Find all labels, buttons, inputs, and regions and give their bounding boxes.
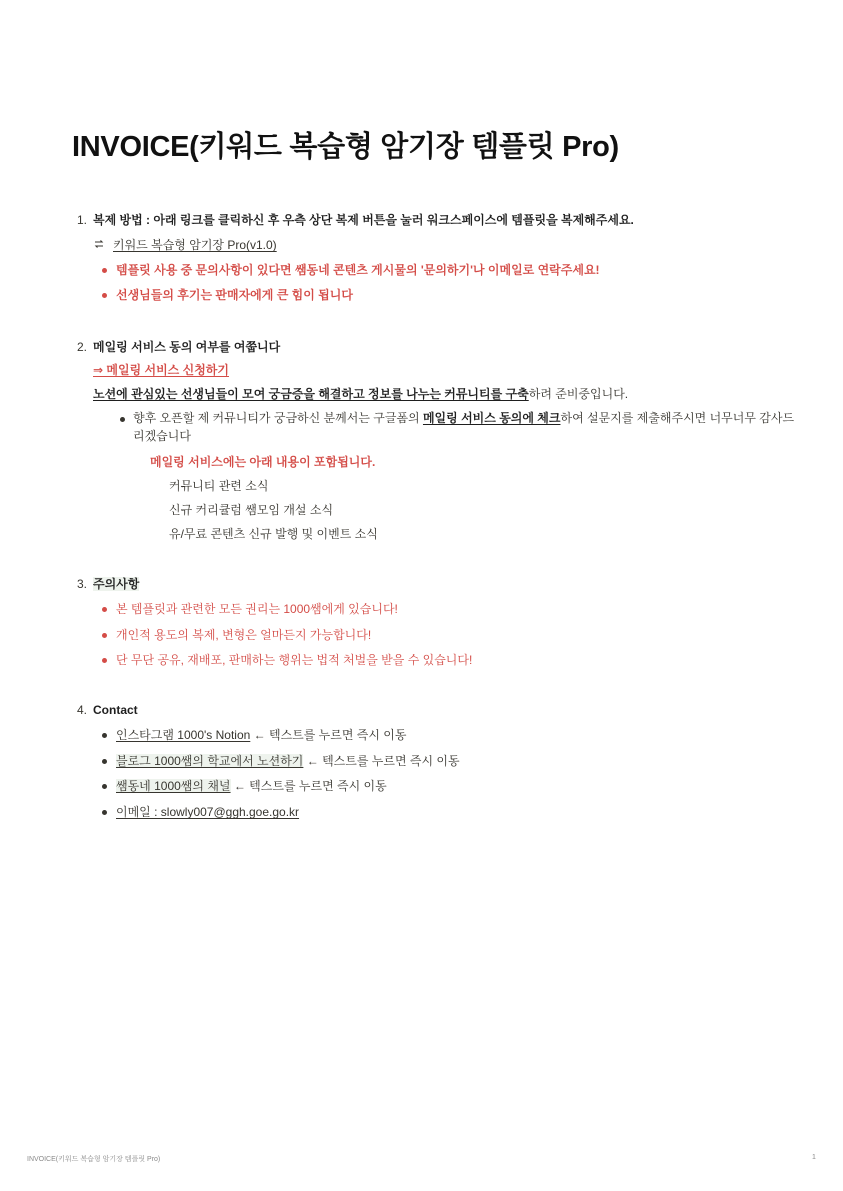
link-hint: ← 텍스트를 누르면 즉시 이동 [250, 728, 407, 742]
bullet-dot [120, 417, 125, 422]
community-intro-bold: 노션에 관심있는 선생님들이 모여 궁금증을 해결하고 정보를 나누는 커뮤니티를 구축 [93, 387, 529, 401]
review-notice: 선생님들의 후기는 판매자에게 큰 힘이 됩니다 [116, 288, 353, 302]
template-link-row[interactable] [93, 237, 277, 254]
contact-row [116, 753, 460, 769]
contact-row [116, 727, 407, 743]
included-item: 커뮤니티 관련 소식 [169, 479, 269, 493]
caution-item: 본 템플릿과 관련한 모든 권리는 1000쌤에게 있습니다! [116, 602, 398, 616]
section-number: 4. [77, 703, 88, 717]
sync-arrows-icon [93, 238, 105, 254]
community-intro-rest: 하려 준비중입니다. [528, 387, 629, 401]
included-item: 유/무료 콘텐츠 신규 발행 및 이벤트 소식 [169, 527, 378, 541]
channel-link[interactable]: 쌤동네 1000쌤의 채널 [116, 779, 231, 793]
section1-heading-text: 아래 링크를 클릭하신 후 우측 상단 복제 버튼을 눌러 워크스페이스에 템플릿을 복제해주세요. [150, 213, 634, 227]
contact-row [116, 804, 299, 820]
instagram-link[interactable]: 인스타그램 1000's Notion [116, 728, 251, 742]
bullet-dot [102, 733, 107, 738]
mailing-signup-link[interactable]: ⇒ 메일링 서비스 신청하기 [93, 363, 229, 377]
community-bullet [133, 409, 795, 445]
bullet-dot [102, 268, 107, 273]
bullet-dot [102, 607, 107, 612]
email-link[interactable]: 이메일 : slowly007@ggh.goe.go.kr [116, 805, 300, 819]
bullet-dot [102, 759, 107, 764]
contact-notice: 템플릿 사용 중 문의사항이 있다면 쌤동네 콘텐츠 게시물의 '문의하기'나 이메일로 연락주세요! [116, 263, 600, 277]
bullet-dot [102, 633, 107, 638]
community-bullet-post: 하여 설문지를 제출해주시면 너무너무 감사드 [560, 411, 795, 425]
bullet-dot [102, 293, 107, 298]
section3-heading-text: 주의사항 [93, 577, 140, 591]
community-intro [93, 386, 628, 402]
page-number: 1 [812, 1154, 816, 1161]
section1-heading-bold: 복제 방법 : [93, 213, 151, 227]
section2-heading: 메일링 서비스 동의 여부를 여쭙니다 [93, 340, 281, 354]
community-bullet-line2: 리겠습니다 [133, 429, 191, 443]
page-title: INVOICE(키워드 복습형 암기장 템플릿 Pro) [72, 131, 619, 163]
section-number: 3. [77, 577, 88, 591]
section-number: 2. [77, 340, 88, 354]
section1-heading [93, 212, 634, 228]
footer-title: INVOICE(키워드 복습형 암기장 템플릿 Pro) [27, 1156, 161, 1163]
included-heading: 메일링 서비스에는 아래 내용이 포함됩니다. [150, 455, 376, 469]
community-bullet-bold: 메일링 서비스 동의에 체크 [422, 411, 561, 425]
caution-item: 개인적 용도의 복제, 변형은 얼마든지 가능합니다! [116, 628, 372, 642]
bullet-dot [102, 658, 107, 663]
section3-heading [93, 576, 139, 592]
blog-link[interactable]: 블로그 1000쌤의 학교에서 노션하기 [116, 754, 304, 768]
contact-row [116, 778, 387, 794]
template-link[interactable]: 키워드 복습형 암기장 Pro(v1.0) [113, 238, 277, 252]
bullet-dot [102, 810, 107, 815]
section4-heading: Contact [93, 703, 138, 717]
community-bullet-pre: 향후 오픈할 제 커뮤니티가 궁금하신 분께서는 구글폼의 [133, 411, 423, 425]
caution-item: 단 무단 공유, 재배포, 판매하는 행위는 법적 처벌을 받을 수 있습니다! [116, 653, 473, 667]
link-hint: ← 텍스트를 누르면 즉시 이동 [303, 754, 460, 768]
link-hint: ← 텍스트를 누르면 즉시 이동 [230, 779, 387, 793]
included-item: 신규 커리큘럼 쌤모임 개설 소식 [169, 503, 334, 517]
section-number: 1. [77, 213, 88, 227]
bullet-dot [102, 784, 107, 789]
